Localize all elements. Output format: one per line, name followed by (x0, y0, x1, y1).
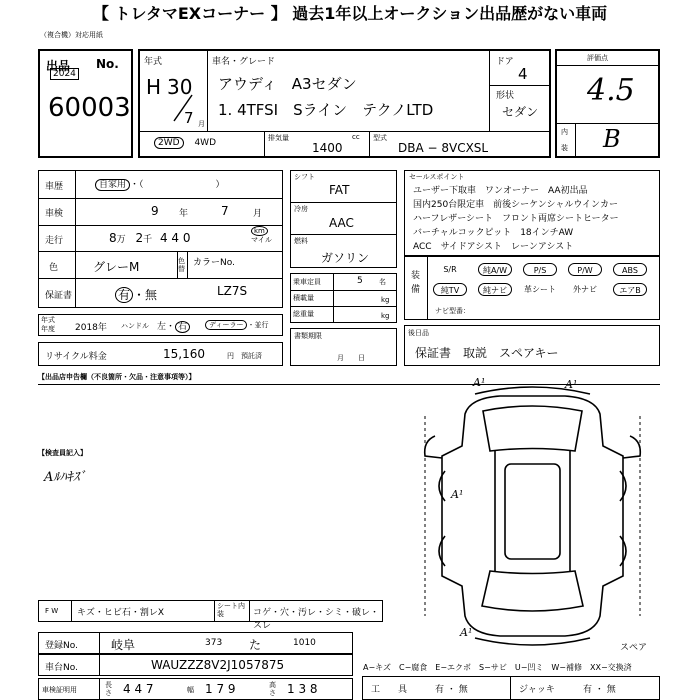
height-label: 高さ (269, 681, 276, 697)
registration-box (38, 632, 353, 654)
lot-venue-label: 出品 (46, 59, 71, 73)
ac-label: 冷房 (294, 205, 308, 213)
equipment-item: 純TV (433, 283, 467, 296)
inspector-label: 【検査員記入】 (38, 449, 87, 457)
import-row (205, 320, 268, 330)
equipment-item: ABS (613, 263, 647, 276)
equipment-item: 純ナビ (478, 283, 512, 296)
sales-point-line: ハーフレザーシート フロント両席シートヒーター (413, 214, 619, 224)
after-label: 後日品 (408, 329, 429, 337)
equipment-item: P/W (568, 263, 602, 276)
length-label: 長さ (105, 681, 112, 697)
first-reg-label-1: 年式 (41, 316, 55, 324)
lot-number: 60003 (48, 93, 131, 123)
warranty-label: 保証書 (45, 291, 73, 301)
score-value: 4.5 (587, 73, 635, 108)
detail-box (38, 170, 283, 308)
mileage-label: 走行 (45, 236, 64, 246)
mileage-row (109, 231, 191, 245)
car-name: アウディ A3セダン (218, 75, 357, 93)
center-box (290, 170, 397, 268)
docs-box (290, 328, 397, 366)
chassis-value: WAUZZZ8V2J1057875 (151, 658, 285, 672)
jack-label: ジャッキ (519, 685, 555, 695)
handle-left: 左 (157, 322, 167, 332)
car-diagram (405, 376, 660, 646)
inspection-month: 7 (221, 204, 229, 218)
mileage-sen: 2 (135, 231, 144, 245)
dims-box (38, 678, 353, 700)
vehicle-box (138, 49, 551, 158)
model-label: 型式 (373, 134, 387, 142)
doors-value: 4 (518, 65, 528, 83)
capacity-value: 5 (357, 276, 363, 286)
equipment-label: 装備 (411, 271, 421, 295)
color-no-value: LZ7S (217, 284, 248, 298)
registration-year-row (38, 314, 283, 336)
chassis-box (38, 654, 353, 676)
score-label: 評価点 (587, 54, 608, 62)
era-value: H (146, 75, 162, 99)
lot-year-value: 2024 (53, 69, 76, 79)
length-value: 4 4 7 (123, 682, 154, 696)
tools-box (362, 676, 660, 700)
fw-items: キズ・ヒビ石・割レX (77, 608, 164, 618)
equipment-item: P/S (523, 263, 557, 276)
warranty-row (115, 286, 157, 303)
load-unit: kg (381, 296, 390, 304)
docs-label: 書類期限 (294, 332, 322, 340)
docs-unit: 月 日 (337, 354, 365, 362)
month-unit: 月 (198, 120, 205, 128)
shape-value: セダン (502, 105, 539, 119)
first-reg-label (41, 316, 55, 334)
sales-point-line: ACC サイドアシスト レーンアシスト (413, 242, 574, 252)
top-note: （複合機）対応用紙 (40, 31, 103, 39)
width-label: 幅 (187, 686, 194, 694)
tools-label: 工 具 (371, 685, 408, 695)
lot-year-tag (50, 68, 79, 80)
drive-4wd: 4WD (194, 138, 216, 148)
fw-box (38, 600, 383, 631)
spare-label: スペア (620, 643, 648, 653)
score-box (555, 49, 660, 158)
seller-notes-label: 【出品店申告欄（不良箇所・欠品・注意事項等）】 (38, 373, 196, 381)
capacity-label: 乗車定員 (293, 278, 321, 286)
tools-value: 有 ・ 無 (435, 685, 468, 695)
first-reg-label-2: 年度 (41, 325, 55, 333)
damage-mark: A¹ (451, 488, 464, 501)
mileage-man: 8 (109, 231, 117, 245)
mileage-unit-mile: マイル (251, 236, 272, 244)
drive-type (154, 138, 216, 148)
sales-point-line: バーチャルコックピット 18インチAW (413, 228, 574, 238)
seat-items: コゲ・穴・汚レ・シミ・破レ・スレ (253, 608, 380, 631)
history-label: 車歴 (45, 182, 64, 192)
year-label: 年式 (144, 57, 163, 67)
interior-label-2: 装 (561, 144, 568, 152)
recycle-unit: 円 預託済 (227, 352, 262, 360)
sales-points-box (404, 170, 660, 256)
damage-legend: A−キズ C−腐食 E−エクボ S−サビ U−凹ミ W−補修 XX−交換済 (363, 663, 632, 672)
lot-no-label: No. (96, 57, 119, 71)
mileage-unit-km: km (251, 226, 268, 236)
doors-label: ドア (496, 57, 514, 67)
inspection-year: 9 (151, 204, 159, 218)
navi-label: ナビ型番： (435, 307, 470, 315)
model-value: DBA − 8VCXSL (398, 141, 489, 155)
gross-unit: kg (381, 312, 390, 320)
registration-label: 登録No. (45, 641, 78, 651)
name-label: 車名・グレード (212, 57, 276, 67)
history-value: 自家用 (95, 179, 130, 191)
recycle-value: 15,160 (163, 347, 205, 361)
chassis-label: 車台No. (45, 663, 78, 673)
mileage-man-unit: 万 (116, 235, 126, 245)
import-parallel: ・並行 (247, 321, 269, 329)
after-value: 保証書 取説 スペアキー (415, 346, 559, 360)
after-box (404, 325, 660, 366)
history-rest: ・（ ） (130, 180, 225, 190)
equipment-box (404, 256, 660, 320)
fuel-label: 燃料 (294, 237, 308, 245)
recycle-box (38, 342, 283, 366)
import-dealer: ディーラー (205, 320, 247, 330)
dims-label: 車検証明用 (42, 686, 77, 694)
handle-right: 右 (175, 321, 190, 333)
width-value: 1 7 9 (205, 682, 236, 696)
recycle-label: リサイクル料金 (45, 352, 107, 362)
color-value: グレーM (93, 260, 140, 274)
ac-value: AAC (329, 216, 354, 230)
inspection-label: 車検 (45, 209, 64, 219)
interior-label-1: 内 (561, 128, 568, 136)
car-grade: 1. 4TFSI Sライン テクノLTD (218, 101, 434, 119)
color-label: 色 (49, 263, 59, 273)
height-value: 1 3 8 (287, 682, 318, 696)
registration-kana: た (249, 638, 262, 652)
mileage-unit (251, 227, 272, 245)
inspection-year-unit: 年 (179, 209, 189, 219)
warranty-yes: 有 (115, 287, 133, 303)
warranty-no: ・無 (133, 288, 158, 302)
first-reg-value: 2018年 (75, 323, 107, 333)
fw-label: F W (45, 607, 59, 615)
interior-score: B (603, 125, 621, 153)
equipment-item: 外ナビ (573, 285, 597, 294)
damage-mark: A¹ (460, 626, 473, 639)
capacity-box (290, 273, 397, 323)
sales-point-line: ユーザー下取車 ワンオーナー AA初出品 (413, 186, 588, 196)
equipment-item: 純A/W (478, 263, 512, 276)
handle-row: 左・ 右 (157, 319, 190, 332)
damage-mark: A¹ (473, 376, 486, 389)
equipment-item: 革シート (524, 285, 556, 294)
lot-box (38, 49, 133, 158)
displacement-unit: cc (352, 133, 360, 141)
month-value: 7 (184, 109, 194, 127)
year-value: 30 (167, 75, 193, 99)
load-label: 積載量 (293, 294, 314, 302)
drive-2wd: 2WD (154, 137, 184, 149)
equipment-item: S/R (443, 265, 457, 274)
registration-number: 1010 (293, 638, 316, 648)
handle-label: ハンドル (121, 322, 149, 330)
shift-label: シフト (294, 173, 315, 181)
jack-value: 有 ・ 無 (583, 685, 616, 695)
inspector-note: Aﾙﾊｷｽﾞ (44, 470, 86, 485)
color-no-label: カラーNo. (193, 258, 235, 268)
mileage-sen-unit: 千 (143, 235, 153, 245)
shape-label: 形状 (496, 91, 515, 101)
registration-region: 岐阜 (111, 638, 136, 652)
equipment-item: エアB (613, 283, 647, 296)
sales-point-line: 国内250台限定車 前後シーケンシャルウインカー (413, 200, 619, 210)
sales-points-label: セールスポイント (409, 173, 465, 181)
color-change-label: 色替 (178, 257, 185, 273)
displacement-label: 排気量 (268, 134, 289, 142)
displacement-value: 1400 (312, 141, 343, 155)
inspection-month-unit: 月 (253, 209, 263, 219)
fuel-value: ガソリン (321, 251, 370, 265)
damage-mark: A¹ (565, 378, 578, 391)
banner: 【 トレタマEXコーナー 】 過去1年以上オークション出品歴がない車両 (92, 4, 608, 23)
seat-label: シート内装 (217, 602, 245, 618)
gross-label: 総重量 (293, 310, 314, 318)
registration-class: 373 (205, 638, 223, 648)
history-row (95, 177, 225, 190)
shift-value: FAT (329, 183, 350, 197)
capacity-unit: 名 (379, 278, 386, 286)
mileage-rest: 4 4 0 (159, 231, 191, 245)
